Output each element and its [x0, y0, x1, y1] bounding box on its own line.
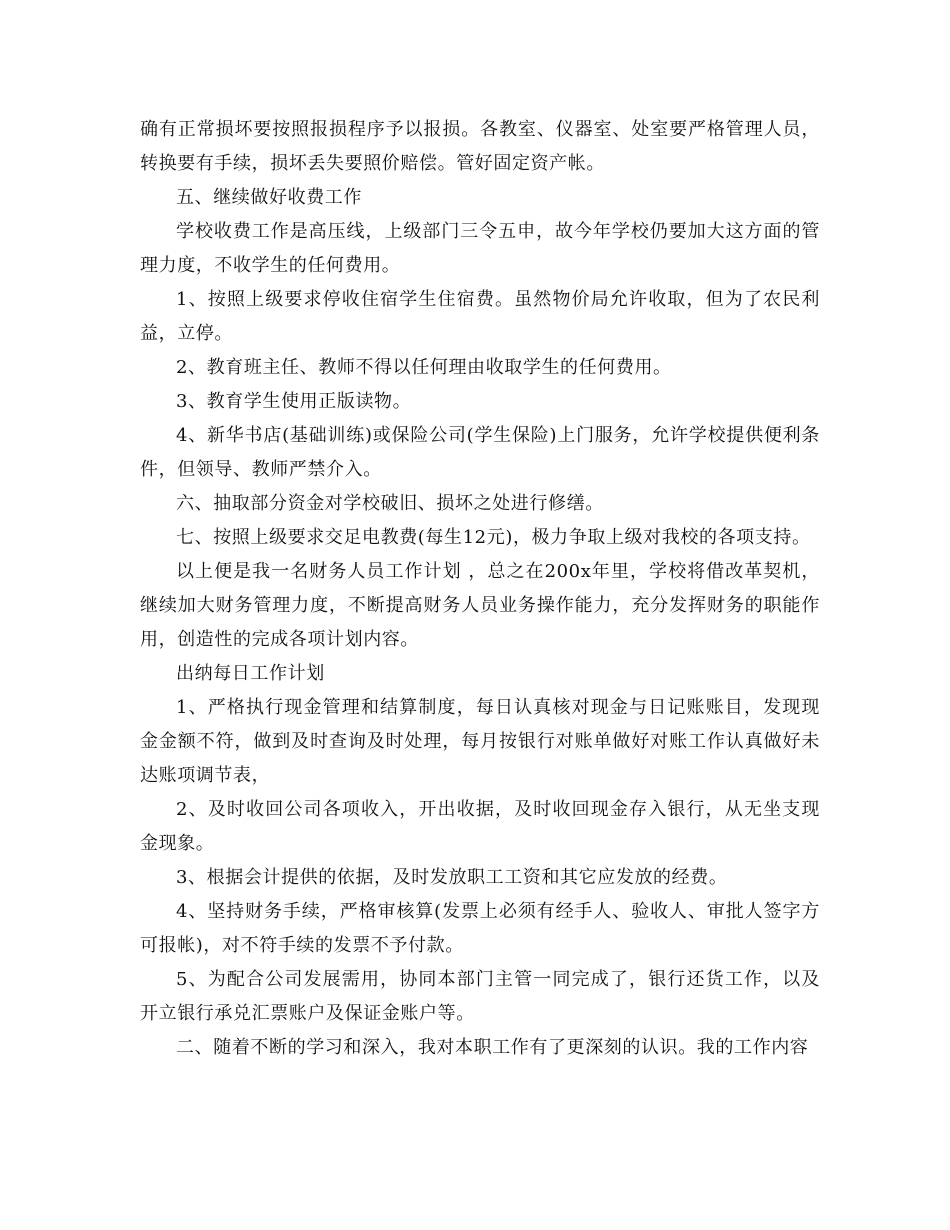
list-item: 3、根据会计提供的依据，及时发放职工工资和其它应发放的经费。: [176, 867, 728, 888]
document-body: [140, 113, 820, 1065]
list-item: 1、按照上级要求停收住宿学生住宿费。虽然物价局允许收取，但为了农民利益，立停。: [140, 289, 820, 344]
section-heading-5: 五、继续做好收费工作: [176, 187, 362, 208]
paragraph: 二、随着不断的学习和深入，我对本职工作有了更深刻的认识。我的工作内容: [176, 1037, 809, 1058]
list-item: 5、为配合公司发展需用，协同本部门主管一同完成了，银行还货工作，以及开立银行承兑汇票账户及保证金账户等。: [140, 969, 820, 1024]
section-heading-6: 六、抽取部分资金对学校破旧、损坏之处进行修缮。: [176, 493, 604, 514]
list-item: 4、新华书店(基础训练)或保险公司(学生保险)上门服务，允许学校提供便利条件，但领导、教师严禁介入。: [140, 425, 820, 480]
list-item: 3、教育学生使用正版读物。: [176, 391, 412, 412]
section-title: 出纳每日工作计划: [176, 663, 325, 684]
list-item: 2、教育班主任、教师不得以任何理由收取学生的任何费用。: [176, 357, 672, 378]
paragraph: 学校收费工作是高压线，上级部门三令五申，故今年学校仍要加大这方面的管理力度，不收学生的任何费用。: [140, 221, 820, 276]
section-heading-7: 七、按照上级要求交足电教费(每生12元)，极力争取上级对我校的各项支持。: [176, 527, 811, 548]
list-item: 4、坚持财务手续，严格审核算(发票上必须有经手人、验收人、审批人签字方可报帐)，对不符手续的发票不予付款。: [140, 901, 820, 956]
paragraph: 以上便是我一名财务人员工作计划 ，总之在200x年里，学校将借改革契机，继续加大财务管理力度，不断提高财务人员业务操作能力，充分发挥财务的职能作用，创造性的完成各项计划内容。: [140, 561, 820, 650]
paragraph-continued: 确有正常损坏要按照报损程序予以报损。各教室、仪器室、处室要严格管理人员，转换要有手续，损坏丢失要照价赔偿。管好固定资产帐。: [140, 119, 820, 174]
list-item: 1、严格执行现金管理和结算制度，每日认真核对现金与日记账账目，发现现金金额不符，做到及时查询及时处理，每月按银行对账单做好对账工作认真做好未达账项调节表，: [140, 697, 820, 786]
list-item: 2、及时收回公司各项收入，开出收据，及时收回现金存入银行，从无坐支现金现象。: [140, 799, 820, 854]
